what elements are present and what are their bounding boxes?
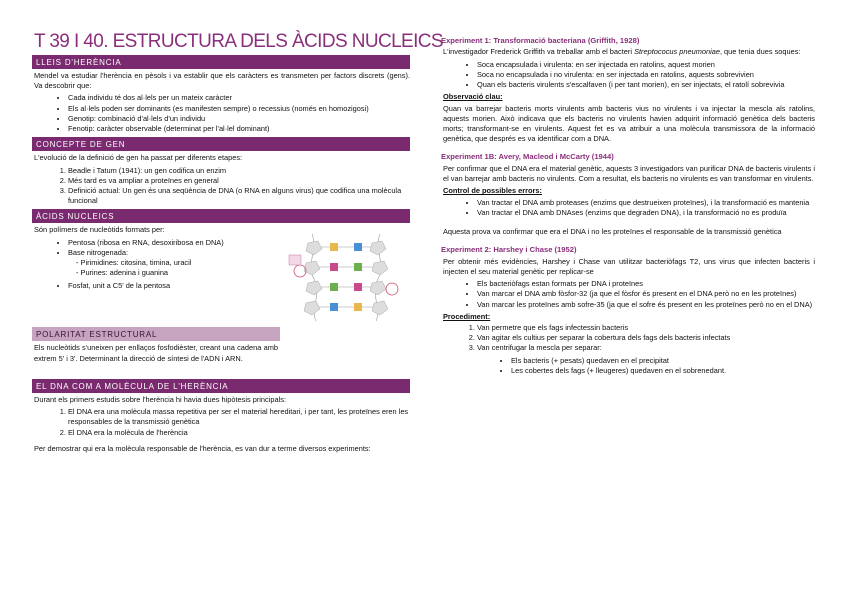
list-item: • Les cobertes dels fags (+ lleugeres) quedaven en el sobrenedant.	[511, 366, 815, 376]
acids-block	[32, 225, 410, 324]
list-item: 1. Van permetre que els fags infectessin bacteris	[477, 323, 815, 333]
list-item: • Els bacteris (+ pesats) quedaven en el precipitat	[511, 356, 815, 366]
intro-text-end: , que tenia dues soques:	[719, 47, 801, 57]
list-item: • Quan els bacteris virulents s'escalfaven (i per tant morien), en ser injectats, el ratolí sobrevivia	[477, 80, 815, 90]
list-item: • Van tractar el DNA amb DNAses (enzims que degraden DNA), i la transformació no es produïa	[477, 208, 815, 218]
control-label: Control de possibles errors:	[443, 186, 542, 196]
list-item	[68, 248, 288, 279]
section-heading-dna-herencia: EL DNA COM A MOLÈCULA DE L'HERÈNCIA	[32, 379, 410, 393]
acids-list	[32, 238, 288, 291]
lleis-list	[32, 93, 410, 134]
observacio-text: Quan va barrejar bacteris morts virulents amb bacteris vius no virulents i va injectar la mescla als ratolins, aquests morien. Això indicava que els bacteris no virulents havien adquirit informació genètica dels bacteris morts; transformant-se en virulents. Aquest fet es va atribuir a una molècula transmissora de la informació genètica, que després es va identificar com a DNA.	[443, 103, 815, 144]
list-item: 1. Beadle i Tatum (1941): un gen codifica un enzim	[68, 166, 410, 176]
herencia-closing: Per demostrar qui era la molècula responsable de l'herència, es van dur a terme diversos experiments:	[34, 443, 371, 453]
section-heading-gen: CONCEPTE DE GEN	[32, 137, 410, 151]
section-heading-lleis: LLEIS D'HERÈNCIA	[32, 55, 410, 69]
experiment-1b-title: Experiment 1B: Avery, Macleod i McCarty (1944)	[441, 152, 614, 162]
list-item: 2. Van agitar els cultius per separar la cobertura dels fags dels bacteris infectats	[477, 333, 815, 343]
gen-intro: L'evolució de la definició de gen ha passat per diferents etapes:	[34, 153, 243, 163]
experiment-1b-closing: Aquesta prova va confirmar que era el DNA i no les proteïnes el responsable de la transmissió genètica	[443, 227, 782, 236]
list-item: 2. Més tard es va ampliar a proteïnes en general	[68, 176, 410, 186]
left-column	[32, 31, 444, 456]
list-item: 3. Van centrifugar la mescla per separar:	[477, 343, 815, 353]
experiment-2-list	[441, 279, 815, 310]
acids-intro: Són polímers de nucleòtids formats per:	[34, 225, 165, 235]
procediment-label: Procediment:	[443, 311, 491, 321]
list-item: • Genotip: combinació d'al·lels d'un individu	[68, 114, 410, 124]
list-item: • Soca no encapsulada i no virulenta: en ser injectada en ratolins, aquests sobrevivien	[477, 70, 815, 80]
intro-text: L'investigador Frederick Griffith va treballar amb el bacteri	[443, 47, 635, 57]
experiment-2-intro: Per obtenir més evidències, Harshey i Chase van utilitzar bacteriòfags T2, uns virus que infecten bacteris i injecten el seu material genètic per replicar-se	[443, 256, 815, 276]
list-item: 1. El DNA era una molècula massa repetitiva per ser el material hereditari, i per tant, les proteïnes eren les responsables de la transmissió genètica	[68, 407, 410, 427]
experiment-1-intro	[443, 47, 815, 57]
acids-text	[32, 225, 288, 324]
experiment-1-title: Experiment 1: Transformació bacteriana (Griffith, 1928)	[441, 36, 640, 45]
hipotesis-list	[32, 407, 410, 438]
gen-list	[32, 166, 410, 207]
list-item: • Soca encapsulada i virulenta: en ser injectada en ratolins, aquest morien	[477, 60, 815, 70]
list-item: • Van marcar les proteïnes amb sofre-35 (ja que el sofre és present en les proteïnes però no en el DNA)	[477, 300, 815, 310]
experiment-2-title: Experiment 2: Harshey i Chase (1952)	[441, 245, 577, 255]
list-item: • Fenotip: caràcter observable (determinat per l'al·lel dominant)	[68, 124, 410, 134]
list-item: • Els bacteriòfags estan formats per DNA i proteïnes	[477, 279, 815, 289]
control-list	[441, 198, 815, 218]
page-title: T 39 I 40. ESTRUCTURA DELS ÀCIDS NUCLEICS	[34, 31, 444, 52]
lleis-intro: Mendel va estudiar l'herència en pèsols i va establir que els caràcters es transmeten per factors discrets (gens). Va descobrir que:	[34, 70, 410, 91]
herencia-intro: Durant els primers estudis sobre l'herència hi havia dues hipòtesis principals:	[34, 394, 286, 404]
purines-item: - Purines: adenina i guanina	[76, 268, 169, 278]
procediment-list	[441, 323, 815, 354]
species-name: Streptococus pneumoniae	[634, 47, 720, 57]
pyrimidines-item: - Pirimidines: citosina, timina, uracil	[76, 258, 192, 268]
right-column	[441, 36, 815, 378]
polaritat-text: Els nucleòtids s'uneixen per enllaços fosfodièster, creant una cadena amb extrem 5' i 3'. Determinant la direcció de síntesi de l'ADN i ARN.	[34, 343, 278, 363]
list-item: • Fosfat, unit a C5' de la pentosa	[68, 281, 288, 291]
bases-sublist	[68, 258, 288, 278]
observacio-label: Observació clau:	[443, 92, 503, 102]
experiment-1-list	[441, 60, 815, 91]
section-heading-polaritat: POLARITAT ESTRUCTURAL	[32, 327, 280, 341]
experiment-1b-intro: Per confirmar que el DNA era el material genètic, aquests 3 investigadors van purificar DNA de bacteris virulents i el van barrejar amb bacteris no virulents. Com a resultat, els bacteris no virulents es van transformar en virulents.	[443, 163, 815, 184]
results-list	[441, 356, 815, 376]
list-item: • Pentosa (ribosa en RNA, desoxiribosa en DNA)	[68, 238, 288, 248]
base-label: Base nitrogenada:	[68, 247, 128, 257]
list-item: • Van marcar el DNA amb fòsfor-32 (ja que el fòsfor és present en el DNA però no en les proteïnes)	[477, 289, 815, 299]
list-item: 3. Definició actual: Un gen és una seqüència de DNA (o RNA en alguns virus) que codifica una molècula funcional	[68, 186, 410, 206]
list-item: • Els al·lels poden ser dominants (es manifesten sempre) o recessius (només en homozigosi)	[68, 104, 410, 114]
list-item: • Van tractar el DNA amb proteases (enzims que destrueixen proteïnes), i la transformació es mantenia	[477, 198, 815, 208]
list-item: • Cada individu té dos al·lels per un mateix caràcter	[68, 93, 410, 103]
dna-strand-diagram	[288, 229, 410, 324]
list-item: 2. El DNA era la molècula de l'herència	[68, 428, 410, 438]
section-heading-acids: ÀCIDS NUCLEICS	[32, 209, 410, 223]
